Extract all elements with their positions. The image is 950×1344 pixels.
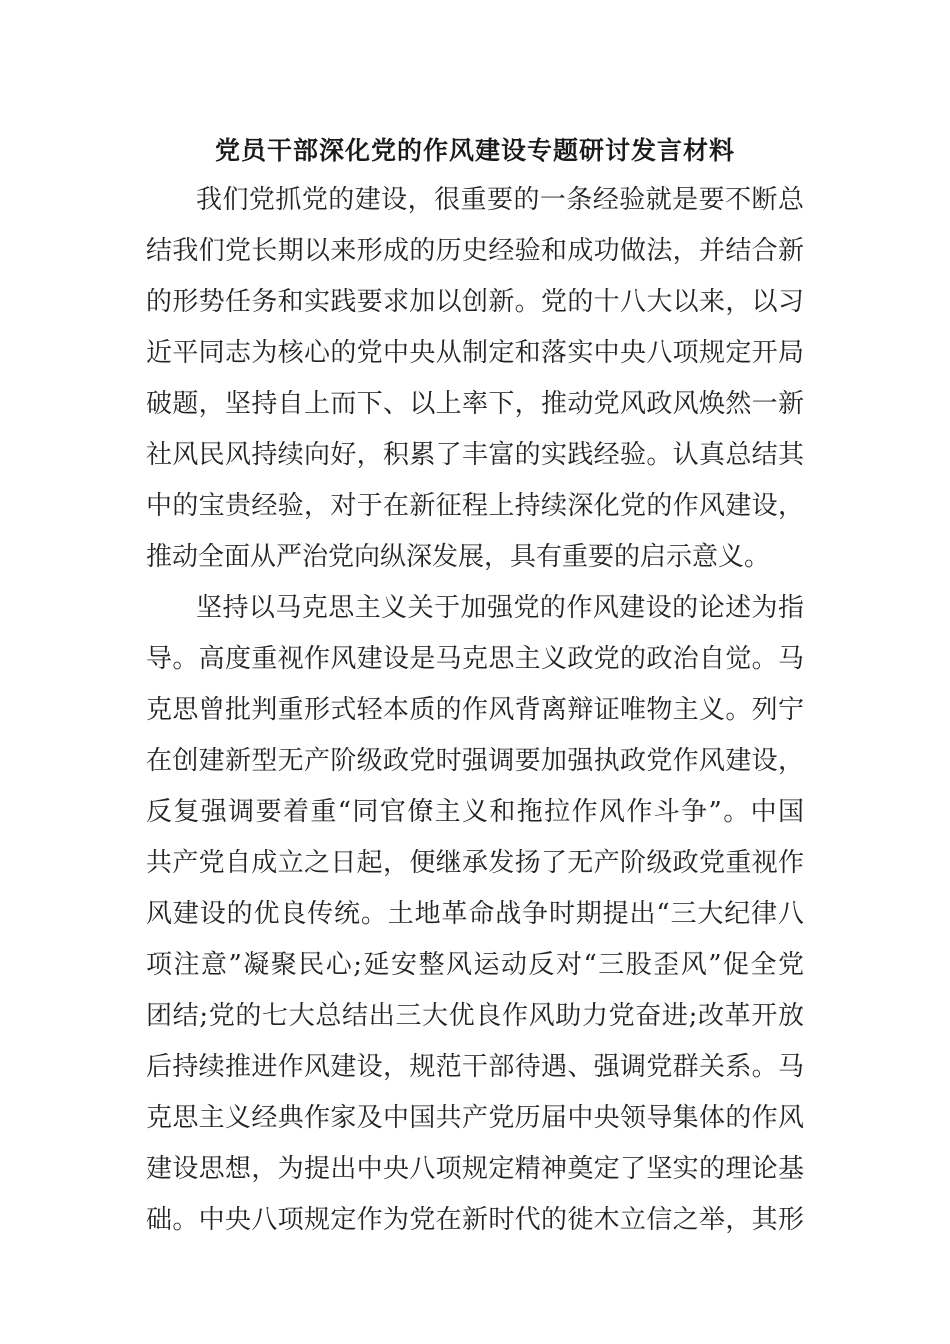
paragraph-2-line-8: 项注意”凝聚民心;延安整风运动反对“三股歪风”促全党 <box>146 950 804 980</box>
paragraph-2-line-10: 后持续推进作风建设，规范干部待遇、强调党群关系。马 <box>146 1052 804 1082</box>
paragraph-2-line-3: 克思曾批判重形式轻本质的作风背离辩证唯物主义。列宁 <box>146 695 804 725</box>
paragraph-2-line-5: 反复强调要着重“同官僚主义和拖拉作风作斗争”。中国 <box>146 797 804 827</box>
paragraph-1-line-1: 我们党抓党的建设，很重要的一条经验就是要不断总 <box>196 185 804 215</box>
paragraph-2-line-13: 础。中央八项规定作为党在新时代的徙木立信之举，其形 <box>146 1205 804 1235</box>
paragraph-2-line-11: 克思主义经典作家及中国共产党历届中央领导集体的作风 <box>146 1103 804 1133</box>
paragraph-2-line-1: 坚持以马克思主义关于加强党的作风建设的论述为指 <box>196 593 804 623</box>
paragraph-2-line-6: 共产党自成立之日起，便继承发扬了无产阶级政党重视作 <box>146 848 804 878</box>
paragraph-2-line-9: 团结;党的七大总结出三大优良作风助力党奋进;改革开放 <box>146 1001 804 1031</box>
paragraph-1-line-5: 破题，坚持自上而下、以上率下，推动党风政风焕然一新 <box>146 389 804 419</box>
paragraph-2-line-12: 建设思想，为提出中央八项规定精神奠定了坚实的理论基 <box>146 1154 804 1184</box>
paragraph-1-line-8: 推动全面从严治党向纵深发展，具有重要的启示意义。 <box>146 542 771 572</box>
paragraph-2-line-4: 在创建新型无产阶级政党时强调要加强执政党作风建设， <box>146 746 804 776</box>
paragraph-1-line-2: 结我们党长期以来形成的历史经验和成功做法，并结合新 <box>146 236 804 266</box>
paragraph-1-line-7: 中的宝贵经验，对于在新征程上持续深化党的作风建设， <box>146 491 804 521</box>
paragraph-2-line-7: 风建设的优良传统。土地革命战争时期提出“三大纪律八 <box>146 899 804 929</box>
paragraph-1-line-4: 近平同志为核心的党中央从制定和落实中央八项规定开局 <box>146 338 804 368</box>
paragraph-1-line-6: 社风民风持续向好，积累了丰富的实践经验。认真总结其 <box>146 440 804 470</box>
paragraph-1-line-3: 的形势任务和实践要求加以创新。党的十八大以来，以习 <box>146 287 804 317</box>
document-title: 党员干部深化党的作风建设专题研讨发言材料 <box>214 136 735 165</box>
paragraph-2-line-2: 导。高度重视作风建设是马克思主义政党的政治自觉。马 <box>146 644 804 674</box>
